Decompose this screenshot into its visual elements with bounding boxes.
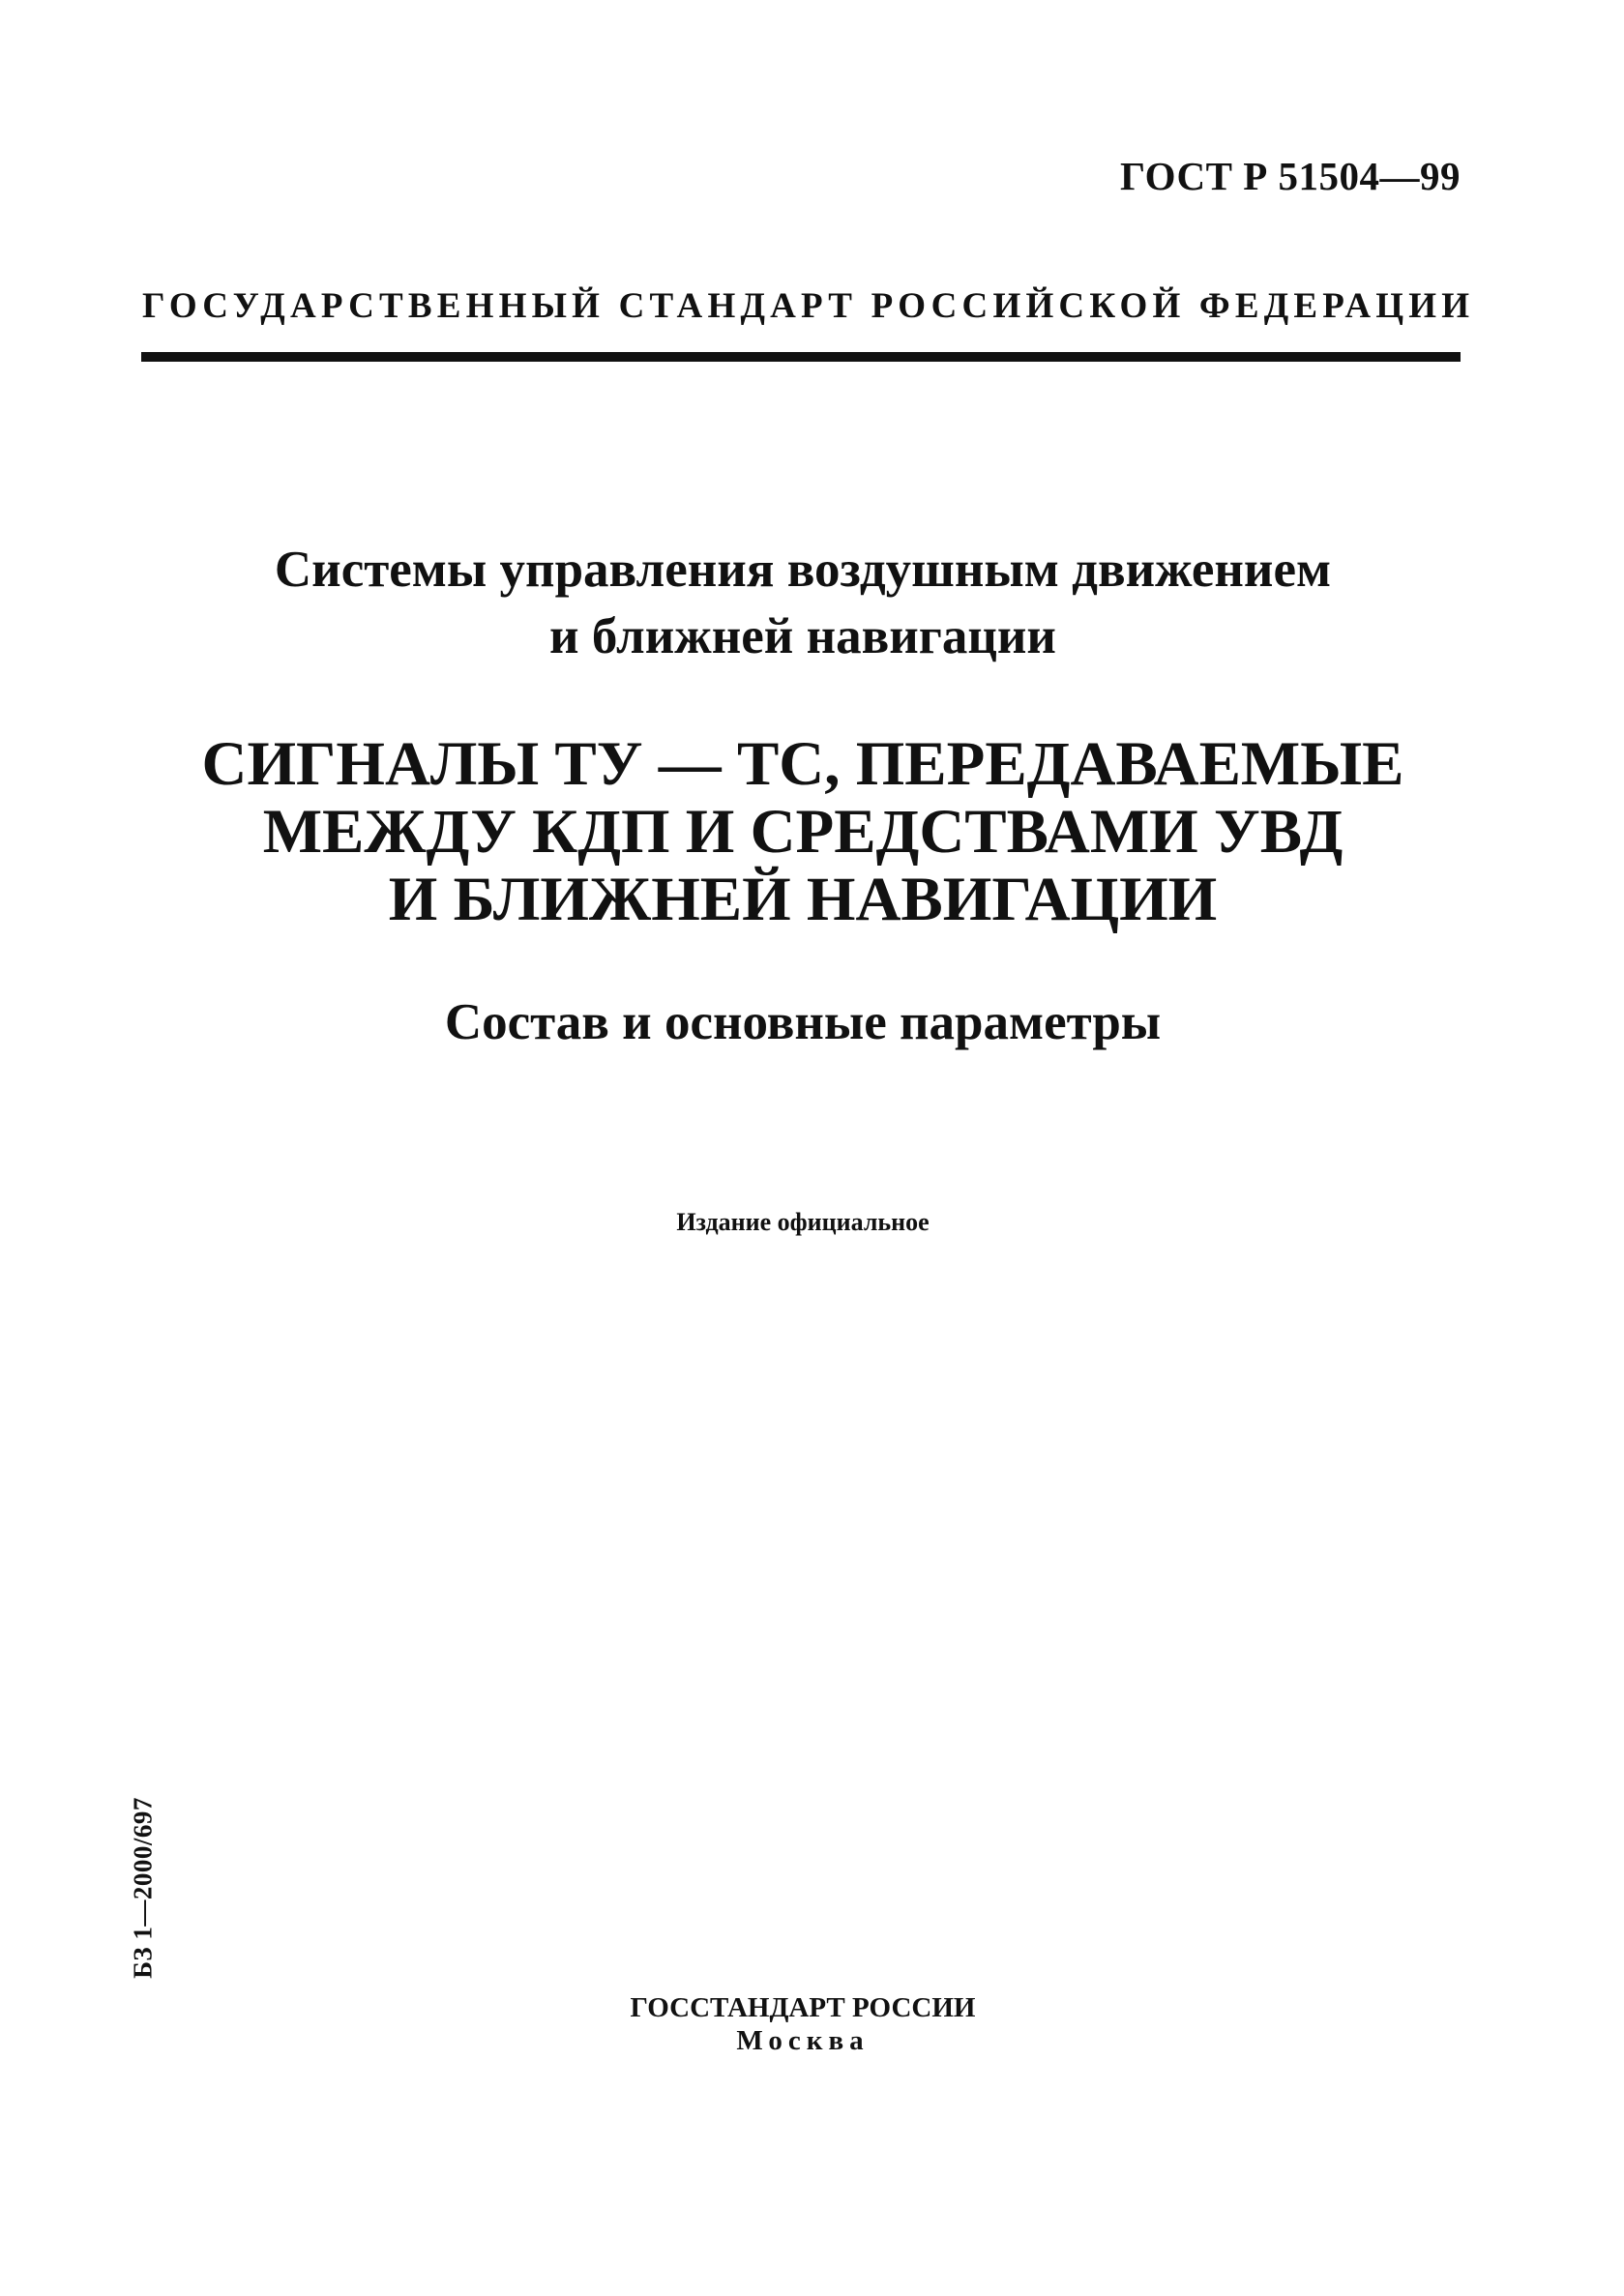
title-group-line-1: Системы управления воздушным движением bbox=[274, 542, 1332, 598]
publisher-city: Москва bbox=[736, 2025, 870, 2056]
main-title-line-2: МЕЖДУ КДП И СРЕДСТВАМИ УВД bbox=[262, 797, 1343, 867]
publisher-block bbox=[145, 1991, 1461, 2057]
edition-note: Издание официальное bbox=[676, 1208, 930, 1236]
main-title bbox=[145, 730, 1461, 933]
publisher-name: ГОССТАНДАРТ РОССИИ bbox=[630, 1992, 976, 2023]
subtitle: Состав и основные параметры bbox=[444, 994, 1162, 1050]
main-title-line-1: СИГНАЛЫ ТУ — ТС, ПЕРЕДАВАЕМЫЕ bbox=[201, 729, 1404, 799]
header-divider bbox=[141, 352, 1461, 362]
standard-type-header: ГОСУДАРСТВЕННЫЙ СТАНДАРТ РОССИЙСКОЙ ФЕДЕРАЦИИ bbox=[142, 286, 1475, 326]
catalog-code: БЗ 1—2000/697 bbox=[128, 1797, 158, 1979]
document-number: ГОСТ Р 51504—99 bbox=[1120, 154, 1461, 198]
title-group-line-2: и ближней навигации bbox=[549, 608, 1056, 664]
main-title-line-3: И БЛИЖНЕЙ НАВИГАЦИИ bbox=[388, 865, 1218, 934]
title-group bbox=[145, 537, 1461, 670]
